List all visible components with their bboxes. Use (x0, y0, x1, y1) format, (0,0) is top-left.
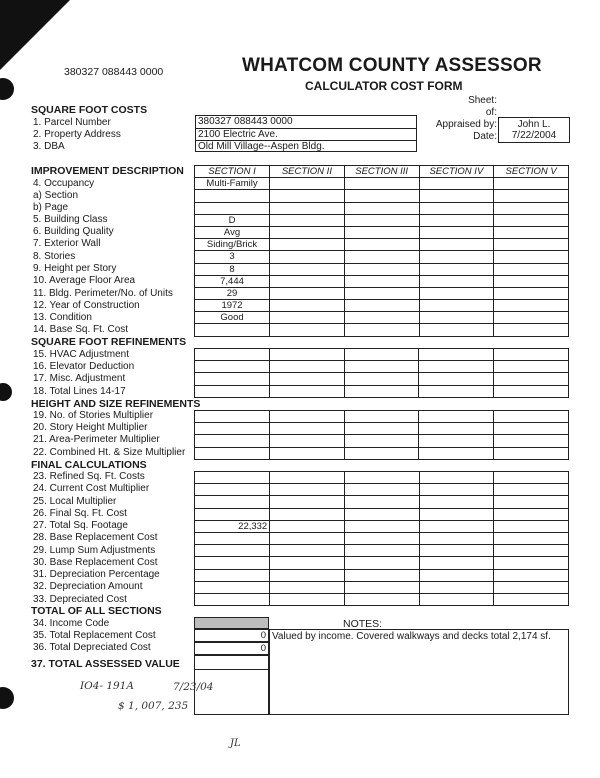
total-assessed-value-label: 37. TOTAL ASSESSED VALUE (31, 658, 180, 670)
date-label: Date: (473, 131, 497, 142)
table-cell (195, 190, 270, 202)
table-row (195, 484, 569, 496)
table-row (195, 239, 569, 251)
row-label: 5. Building Class (33, 214, 108, 225)
table-row (195, 581, 569, 593)
row-label: 7. Exterior Wall (33, 238, 101, 249)
of-label: of: (485, 107, 497, 118)
table-cell: 8 (195, 263, 270, 275)
notes-box (269, 629, 569, 715)
income-code-field (194, 617, 269, 629)
table-row (195, 435, 569, 447)
table-cell: 7,444 (195, 275, 270, 287)
row-label: 35. Total Replacement Cost (33, 630, 156, 641)
punch-hole-bottom (0, 687, 14, 709)
date-value: 7/22/2004 (511, 130, 557, 141)
section-header: SECTION IV (419, 166, 494, 178)
row-label: 4. Occupancy (33, 178, 95, 189)
row-label: 18. Total Lines 14-17 (33, 386, 126, 397)
table-row (195, 411, 569, 423)
punch-hole-top (0, 78, 14, 100)
appraised-by-label: Appraised by: (435, 119, 497, 130)
appraised-by-value: John L. (517, 119, 551, 130)
row-label: 14. Base Sq. Ft. Cost (33, 324, 129, 335)
row-label: 15. HVAC Adjustment (33, 349, 129, 360)
row-label: 24. Current Cost Multiplier (33, 483, 150, 494)
table-cell: Multi-Family (195, 178, 270, 190)
table-row (195, 324, 569, 336)
row-label: 29. Lump Sum Adjustments (33, 545, 156, 556)
table-row (195, 287, 569, 299)
notes-label: NOTES: (343, 618, 383, 630)
total-depreciated-cost-value: 0 (194, 642, 269, 655)
table-row (195, 251, 569, 263)
appraiser-box (498, 117, 570, 143)
height-size-refinements-heading: HEIGHT AND SIZE REFINEMENTS (31, 398, 201, 410)
table-row (195, 472, 569, 484)
row-label: 8. Stories (33, 251, 76, 262)
table-row (195, 275, 569, 287)
row-label: 11. Bldg. Perimeter/No. of Units (33, 288, 173, 299)
table-row (195, 496, 569, 508)
section-header: SECTION I (195, 166, 270, 178)
final-calculations-table (194, 471, 569, 606)
row-label: 10. Average Floor Area (33, 275, 136, 286)
row-label: 12. Year of Construction (33, 300, 140, 311)
table-row (195, 373, 569, 385)
table-row (195, 349, 569, 361)
table-row (195, 263, 569, 275)
table-row (195, 593, 569, 605)
row-label: 9. Height per Story (33, 263, 117, 274)
table-cell: 3 (195, 251, 270, 263)
table-row (195, 214, 569, 226)
table-row (195, 520, 569, 532)
section-header: SECTION II (270, 166, 345, 178)
row-label: 33. Depreciated Cost (33, 594, 127, 605)
row-label: 23. Refined Sq. Ft. Costs (33, 471, 145, 482)
final-calculations-heading: FINAL CALCULATIONS (31, 459, 147, 471)
property-info-box (195, 115, 417, 152)
row-label: 36. Total Depreciated Cost (33, 642, 151, 653)
total-sq-footage-value: 22,332 (195, 520, 270, 532)
table-row (195, 569, 569, 581)
row-label: 3. DBA (33, 141, 65, 152)
row-label: 16. Elevator Deduction (33, 361, 135, 372)
row-label: b) Page (33, 202, 69, 213)
table-row (195, 557, 569, 569)
square-foot-refinements-heading: SQUARE FOOT REFINEMENTS (31, 336, 187, 348)
row-label: 22. Combined Ht. & Size Multiplier (33, 447, 186, 458)
table-row (195, 423, 569, 435)
table-row (195, 508, 569, 520)
row-label: 13. Condition (33, 312, 92, 323)
row-label: 26. Final Sq. Ft. Cost (33, 508, 127, 519)
row-label: 31. Depreciation Percentage (33, 569, 160, 580)
total-all-sections-heading: TOTAL OF ALL SECTIONS (31, 605, 162, 617)
table-cell: Avg (195, 226, 270, 238)
row-label: 28. Base Replacement Cost (33, 532, 158, 543)
improvement-table (194, 165, 569, 337)
row-label: 25. Local Multiplier (33, 496, 117, 507)
handwritten-code: IO4- 191A (80, 680, 134, 692)
section-header-row (195, 166, 569, 178)
row-label: 20. Story Height Multiplier (33, 422, 148, 433)
dba-value: Old Mill Village--Aspen Bldg. (198, 141, 325, 152)
row-label: 32. Depreciation Amount (33, 581, 143, 592)
table-row (195, 300, 569, 312)
row-label: 27. Total Sq. Footage (33, 520, 128, 531)
folded-corner (0, 0, 70, 70)
table-row (195, 545, 569, 557)
notes-text: Valued by income. Covered walkways and decks total 2,174 sf. (272, 631, 551, 642)
table-row (195, 178, 569, 190)
form-subtitle: CALCULATOR COST FORM (305, 79, 463, 93)
table-row (195, 202, 569, 214)
sheet-label: Sheet: (468, 95, 497, 106)
square-foot-costs-heading: SQUARE FOOT COSTS (31, 104, 148, 116)
row-label: 21. Area-Perimeter Multiplier (33, 434, 160, 445)
table-cell: D (195, 214, 270, 226)
table-row (195, 361, 569, 373)
table-row (195, 226, 569, 238)
handwritten-date: 7/23/04 (173, 681, 214, 693)
property-address-value: 2100 Electric Ave. (196, 129, 416, 141)
improvement-description-heading: IMPROVEMENT DESCRIPTION (31, 165, 184, 177)
table-row (195, 190, 569, 202)
table-cell: 29 (195, 287, 270, 299)
table-cell: Siding/Brick (195, 239, 270, 251)
section-header: SECTION V (494, 166, 569, 178)
refinements-table (194, 348, 569, 398)
total-assessed-value-field (194, 655, 269, 670)
total-replacement-cost-value: 0 (194, 629, 269, 642)
row-label: a) Section (33, 190, 79, 201)
table-cell (195, 324, 270, 336)
handwritten-amount: $ 1, 007, 235 (118, 700, 189, 712)
table-row (195, 312, 569, 324)
table-row (195, 447, 569, 459)
parcel-number-value: 380327 088443 0000 (196, 116, 416, 129)
row-label: 1. Parcel Number (33, 117, 111, 128)
section-header: SECTION III (344, 166, 419, 178)
row-label: 19. No. of Stories Multiplier (33, 410, 154, 421)
row-label: 30. Base Replacement Cost (33, 557, 158, 568)
table-cell (195, 202, 270, 214)
page-title: WHATCOM COUNTY ASSESSOR (242, 55, 542, 76)
row-label: 17. Misc. Adjustment (33, 373, 126, 384)
table-row (195, 532, 569, 544)
handwritten-initials: JL (230, 738, 241, 749)
row-label: 6. Building Quality (33, 226, 114, 237)
header-parcel-number: 380327 088443 0000 (64, 66, 164, 78)
height-size-table (194, 410, 569, 460)
punch-hole-middle (0, 383, 12, 401)
table-cell: Good (195, 312, 270, 324)
table-row (195, 385, 569, 397)
row-label: 34. Income Code (33, 618, 110, 629)
table-cell: 1972 (195, 300, 270, 312)
row-label: 2. Property Address (33, 129, 121, 140)
